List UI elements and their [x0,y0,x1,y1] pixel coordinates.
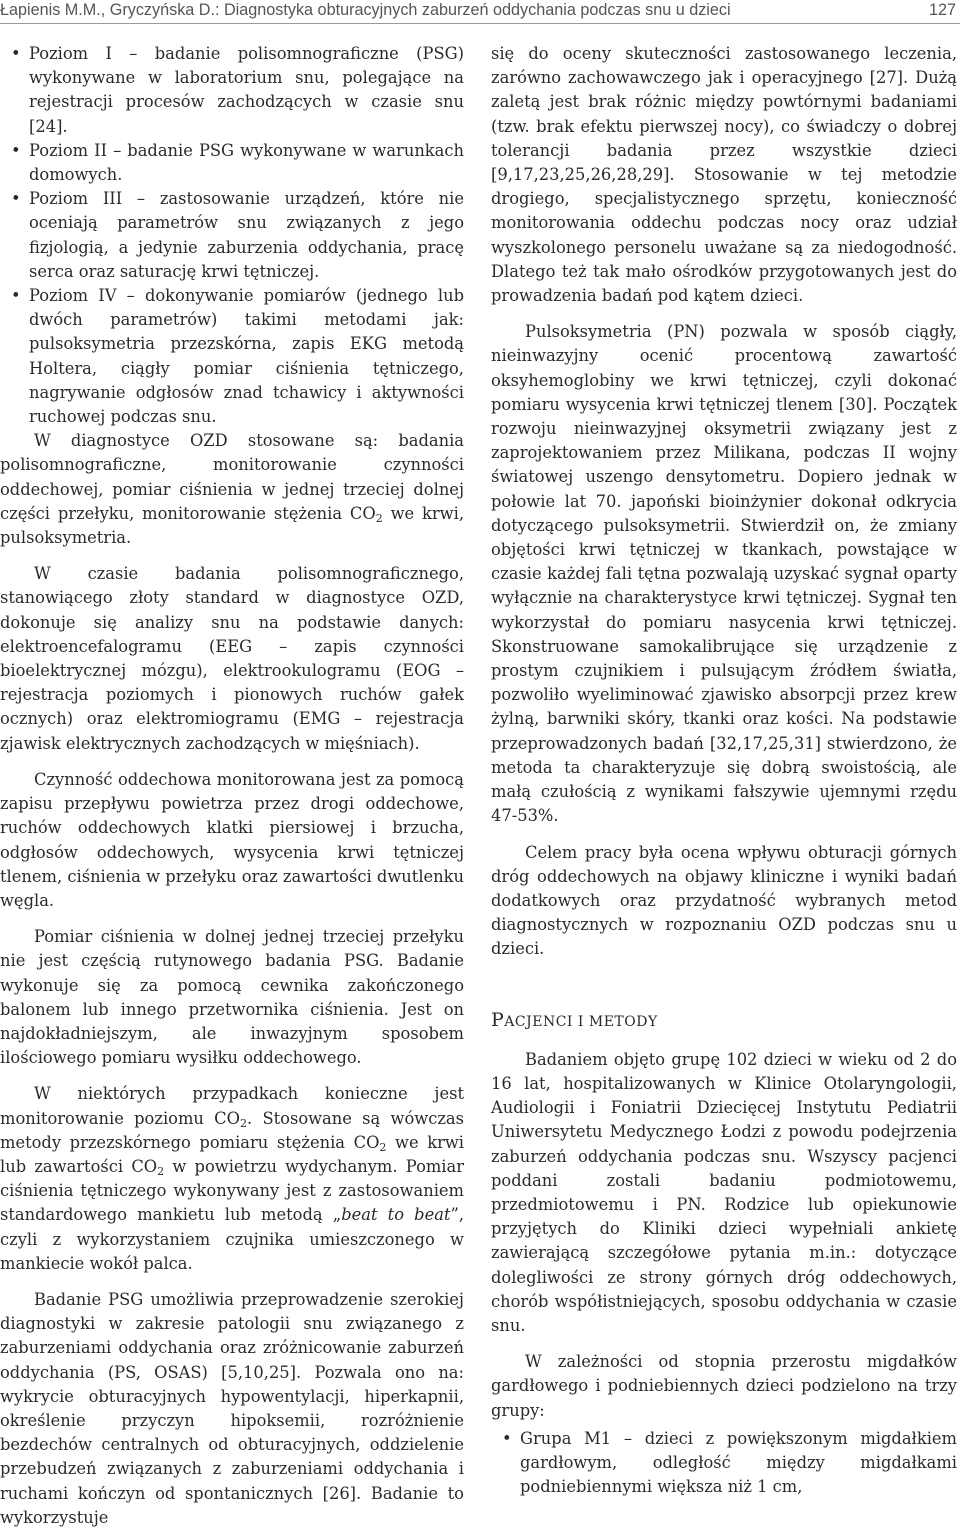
list-item: • Grupa M1 – dzieci z powiększonym migdałkiem gardłowym, odległość między migdałkami podniebiennymi większa niż 1 cm, [502,1428,957,1497]
paragraph: Badaniem objęto grupę 102 dzieci w wieku od 2 do 16 lat, hospitalizowanych w Klinice Otolaryngologii, Audiologii i Foniatrii Dziecięcej Instytutu Pediatrii Uniwersytetu Medycznego Łodzi z powodu podejrzenia zaburzeń oddychania podczas snu. Wszyscy pacjenci poddani zostali badaniu podmiotowemu, przedmiotowemu i PN. Rodzice lub opiekunowie przyjętych do Kliniki dzieci wypełniali ankietę zawierającą szczegółowe pytania m.in.: dotyczące dolegliwości ze strony górnych dróg oddechowych, chorób współistniejących, sposobu oddychania w czasie snu. [491,1049,957,1335]
running-title: Łapienis M.M., Gryczyńska D.: Diagnostyka obturacyjnych zaburzeń oddychania podczas snu u dzieci [0,1,731,19]
left-column [0,42,464,1530]
bullet-icon: • [11,140,21,160]
list-item: • Poziom IV – dokonywanie pomiarów (jednego lub dwóch parametrów) takimi metodami jak: pulsoksymetria przezskórna, zapis EKG metodą Holtera, ciągły pomiar ciśnienia tętniczego, nagrywanie odgłosów znad tchawicy i aktywności ruchowej podczas snu. [11,286,464,427]
header-rule [0,23,960,24]
paragraph: W niektórych przypadkach konieczne jest monitorowanie poziomu $CO_2$. Stosowane są wówczas metody przezskórnego pomiaru stężenia $CO_2$ we krwi lub zawartości $CO_2$ w powietrzu wydychanym. Pomiar ciśnienia tętniczego wykonywany jest z zastosowaniem standardowego mankietu lub metodą „beat to beat”, czyli z wykorzystaniem czujnika umieszczonego w mankiecie wokół palca. [0,1084,465,1273]
paragraph: Pomiar ciśnienia w dolnej jednej trzeciej przełyku nie jest częścią rutynowego badania PSG. Badanie wykonuje się za pomocą cewnika zakończonego balonem lub innego przetwornika ciśnienia. Jest on najdokładniejszym, ale inwazyjnym sposobem ilościowego pomiaru wysiłku oddechowego. [0,927,464,1068]
paragraph: W czasie badania polisomnograficznego, stanowiącego złoty standard w diagnostyce OZD, dokonuje się analizy snu na podstawie danych: elektroencefalogramu (EEG – zapis czynności bioelektrycznej mózgu), elektrookulogramu (EOG – rejestracja poziomych i pionowych ruchów gałek ocznych) oraz elektromiogramu (EMG – rejestracja zjawisk elektrycznych zachodzących w mięśniach). [0,564,464,753]
list-item: • Poziom II – badanie PSG wykonywane w warunkach domowych. [11,140,464,185]
paragraph: Celem pracy była ocena wpływu obturacji górnych dróg oddechowych na objawy kliniczne i wyniki badań dodatkowych oraz przydatność wybranych metod diagnostycznych w rozpoznaniu OZD podczas snu u dzieci. [491,842,957,959]
paragraph: W diagnostyce OZD stosowane są: badania polisomnograficzne, monitorowanie czynności oddechowej, pomiar ciśnienia w jednej trzeciej dolnej części przełyku, monitorowanie stężenia $CO_2$ we krwi, pulsoksymetria. [0,431,465,548]
paragraph: Badanie PSG umożliwia przeprowadzenie szerokiej diagnostyki w zakresie patologii snu związanego z zaburzeniami oddychania oraz zróżnicowanie zaburzeń oddychania (PS, OSAS) [5,10,25]. Pozwala ono na: wykrycie obturacyjnych hypowentylacji, hiperkapnii, określenie przyczyn hipoksemii, rozróżnienie bezdechów centralnych od obturacyjnych, oddzielenie przebudzeń związanych z zaburzeniami oddychania i ruchami kończyn od spontanicznych [26]. Badanie to wykorzystuje [0,1289,464,1527]
paragraph: się do oceny skuteczności zastosowanego leczenia, zarówno zachowawczego jak i operacyjnego [27]. Dużą zaletą jest brak różnic między powtórnymi badaniami (tzw. brak efektu pierwszej nocy), co świadczy o dobrej tolerancji badania przez wszystkie dzieci [9,17,23,25,26,28,29]. Stosowanie w tej metodzie drogiego, specjalistycznego sprzętu, konieczność monitorowania oddechu podczas nocy oraz udział wyszkolonego personelu uważane są za niedogodność. Dlatego też tak mało ośrodków przygotowanych jest do prowadzenia badań pod kątem dzieci. [491,44,957,306]
group-list [491,1427,957,1500]
section-heading: PACJENCI I METODY [491,1008,658,1031]
paragraph: Czynność oddechowa monitorowana jest za pomocą zapisu przepływu powietrza przez drogi oddechowe, ruchów oddechowych klatki piersiowej i brzucha, odgłosów oddechowych, wysycenia krwi tętniczej tlenem, ciśnienia w przełyku oraz zawartości dwutlenku węgla. [0,769,464,910]
paragraph: W zależności od stopnia przerostu migdałków gardłowego i podniebiennych dzieci podzielono na trzy grupy: [491,1352,957,1420]
list-item: • Poziom I – badanie polisomnograficzne (PSG) wykonywane w laboratorium snu, polegające na rejestracji procesów zachodzących w czasie snu [24]. [11,44,464,136]
level-list [0,42,464,429]
bullet-icon: • [11,44,21,63]
bullet-icon: • [11,189,21,209]
running-header [0,0,960,20]
paragraph: Pulsoksymetria (PN) pozwala w sposób ciągły, nieinwazyjny ocenić procentową zawartość oksyhemoglobiny we krwi tętniczej, czyli dokonać pomiaru wysycenia krwi tętniczej tlenem [30]. Początek rozwoju nieinwazyjnej oksymetrii związany jest z zaprojektowaniem przez Milikana, podczas II wojny światowej uszengo densytometru. Dopiero jednak w połowie lat 70. japoński bioinżynier dokonał odkrycia dotyczącego pulsoksymetrii. Stwierdził on, że zmiany objętości krwi tętniczej w tkankach, powstające w czasie każdej fali tętna pozwalają uzyskać sygnał oparty wyłącznie na charakterystyce krwi tętniczej. Sygnał ten wykorzystał do pomiaru nasycenia krwi tętniczej. Skonstruowane samokalibrujące się urządzenie z prostym czujnikiem i pulsującym źródłem światła, pozwoliło wyeliminować zjawisko absorpcji przez krew żylną, barwniki skóry, tkanki oraz kości. Na podstawie przeprowadzonych badań [32,17,25,31] stwierdzono, że metoda ta charakteryzuje się dobrą swoistością, ale małą czułością z wynikami fałszywie ujemnymi rzędu 47-53%. [491,322,957,826]
page-number: 127 [928,1,956,19]
list-item: • Poziom III – zastosowanie urządzeń, które nie oceniają parametrów snu związanych z jego fizjologią, a jedynie zaburzenia oddychania, pracę serca oraz saturację krwi tętniczej. [11,189,464,281]
bullet-icon: • [502,1428,512,1448]
bullet-icon: • [11,286,21,306]
right-column [491,42,957,1499]
